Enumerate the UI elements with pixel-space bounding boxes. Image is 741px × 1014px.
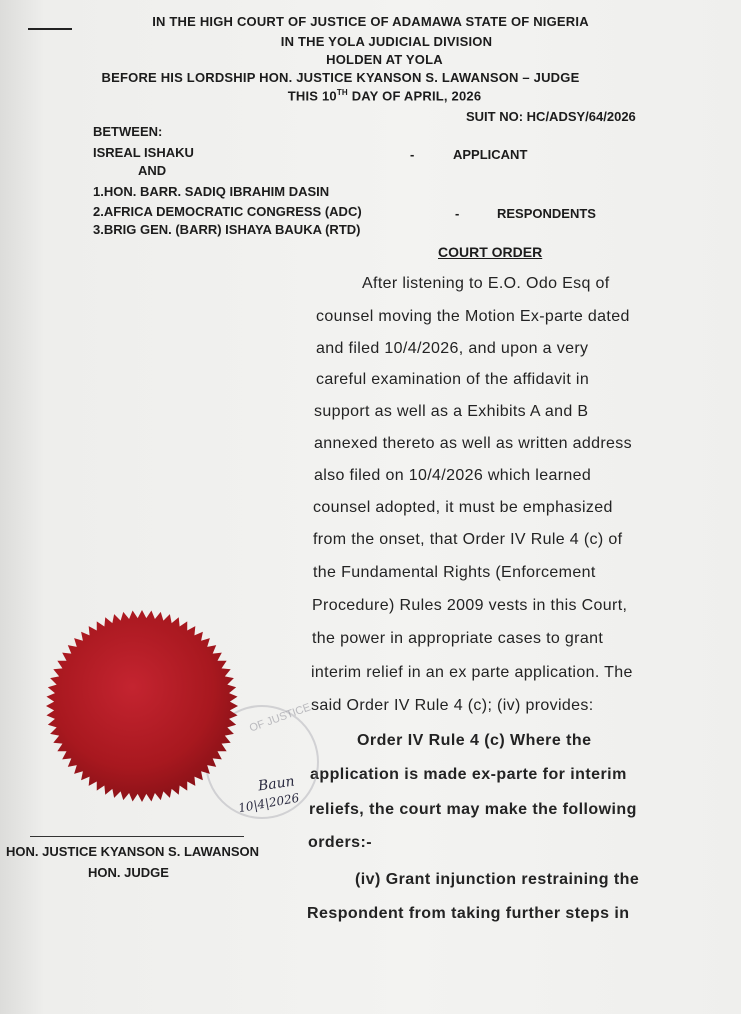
red-wax-seal-icon (42, 606, 242, 806)
handwritten-date: 10|4|2026 (237, 790, 301, 816)
between-label: BETWEEN: (93, 124, 163, 139)
applicant-role: APPLICANT (453, 147, 528, 162)
date-line: THIS 10TH DAY OF APRIL, 2026 (287, 88, 482, 104)
and-label: AND (138, 163, 167, 178)
quote-line: reliefs, the court may make the following (309, 801, 637, 818)
respondent-3: 3.BRIG GEN. (BARR) ISHAYA BAUKA (RTD) (93, 222, 361, 237)
order-line: support as well as a Exhibits A and B (314, 403, 589, 420)
order-line: Procedure) Rules 2009 vests in this Court, (312, 597, 628, 614)
suit-number: SUIT NO: HC/ADSY/64/2026 (466, 109, 636, 124)
court-name: IN THE HIGH COURT OF JUSTICE OF ADAMAWA STATE OF NIGERIA (152, 14, 589, 29)
holden: HOLDEN AT YOLA (326, 52, 443, 67)
relief-line: Respondent from taking further steps in (307, 905, 630, 922)
order-line: careful examination of the affidavit in (316, 371, 590, 388)
before-judge: BEFORE HIS LORDSHIP HON. JUSTICE KYANSON S. LAWANSON – JUDGE (101, 70, 580, 85)
respondent-dash: - (455, 206, 460, 221)
order-line: annexed thereto as well as written address (314, 435, 632, 452)
respondent-2: 2.AFRICA DEMOCRATIC CONGRESS (ADC) (93, 204, 362, 219)
order-line: and filed 10/4/2026, and upon a very (316, 340, 589, 357)
judge-title: HON. JUDGE (88, 865, 169, 880)
relief-line: (iv) Grant injunction restraining the (355, 871, 640, 888)
order-line: from the onset, that Order IV Rule 4 (c) of (313, 531, 623, 548)
order-line: the power in appropriate cases to grant (312, 630, 604, 647)
stamp-lettering: OF JUSTICE (247, 701, 313, 735)
order-line: said Order IV Rule 4 (c); (iv) provides: (311, 697, 594, 714)
court-order-title: COURT ORDER (438, 244, 543, 260)
quote-line: Order IV Rule 4 (c) Where the (357, 732, 592, 749)
handwritten-initials: Baun (257, 773, 296, 795)
quote-line: application is made ex-parte for interim (310, 766, 627, 783)
order-line: the Fundamental Rights (Enforcement (313, 564, 596, 581)
order-line: After listening to E.O. Odo Esq of (362, 275, 610, 292)
quote-line: orders:- (308, 834, 373, 851)
order-line: also filed on 10/4/2026 which learned (314, 467, 592, 484)
order-line: counsel moving the Motion Ex-parte dated (316, 308, 630, 325)
signature-line (30, 836, 244, 837)
order-line: counsel adopted, it must be emphasized (313, 499, 613, 516)
judge-name: HON. JUSTICE KYANSON S. LAWANSON (6, 844, 260, 859)
applicant-dash: - (410, 147, 415, 162)
division: IN THE YOLA JUDICIAL DIVISION (280, 34, 493, 49)
applicant-name: ISREAL ISHAKU (93, 145, 194, 160)
respondent-role: RESPONDENTS (497, 206, 596, 221)
respondent-1: 1.HON. BARR. SADIQ IBRAHIM DASIN (93, 184, 330, 199)
order-line: interim relief in an ex parte application. The (311, 664, 633, 681)
